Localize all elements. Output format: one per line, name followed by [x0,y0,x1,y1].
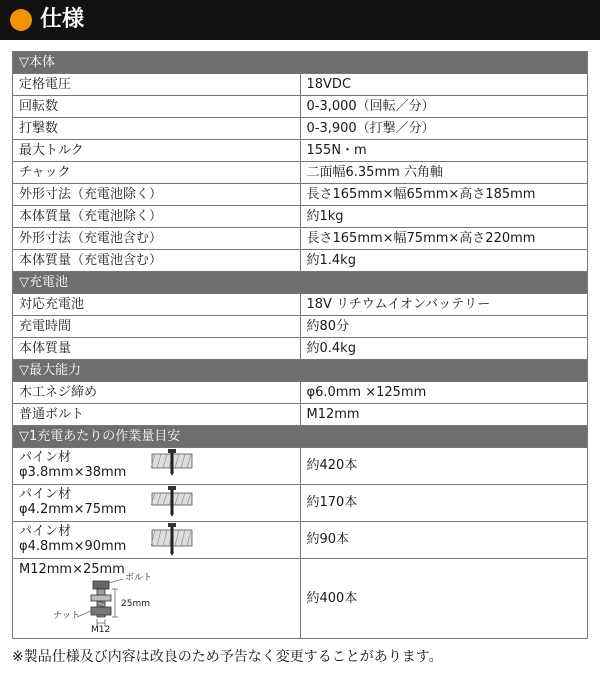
row-value: 約420本 [300,448,588,485]
row-label: 定格電圧 [13,74,301,96]
row-value: M12mm [300,404,588,426]
table-row [13,404,588,426]
row-label: 充電時間 [13,316,301,338]
table-row [13,316,588,338]
table-row [13,522,588,559]
nut-text: ナット [53,611,80,621]
row-value: 約170本 [300,485,588,522]
row-label [13,522,301,559]
table-row [13,228,588,250]
label-line-1: パイン材 [19,524,72,539]
row-value: 18V リチウムイオンバッテリー [300,294,588,316]
length-text: 25mm [121,599,150,609]
screw-wood-icon [151,448,193,484]
table-row [13,250,588,272]
table-row [13,206,588,228]
section-heading: ▽最大能力 [13,360,588,382]
bolt-text: ボルト [125,573,153,583]
section-heading: ▽充電池 [13,272,588,294]
row-label [13,485,301,522]
row-value: 155N・m [300,140,588,162]
row-label: 最大トルク [13,140,301,162]
row-label: チャック [13,162,301,184]
row-value: φ6.0mm ×125mm [300,382,588,404]
table-row [13,485,588,522]
row-label: 普通ボルト [13,404,301,426]
row-label [13,559,301,639]
section-header-workload [13,426,588,448]
row-label: 本体質量（充電池含む） [13,250,301,272]
bullet-dot-icon [10,9,32,31]
table-row [13,74,588,96]
screw-wood-icon [151,485,193,521]
footnote: ※製品仕様及び内容は改良のため予告なく変更することがあります。 [12,649,443,665]
section-heading: ▽本体 [13,52,588,74]
screw-wood-icon [151,522,193,558]
row-value: 約1.4kg [300,250,588,272]
row-label: 外形寸法（充電池含む） [13,228,301,250]
table-row [13,338,588,360]
row-label: 打撃数 [13,118,301,140]
table-row [13,382,588,404]
row-value: 約90本 [300,522,588,559]
label-line-2: φ3.8mm×38mm [19,465,127,480]
section-heading: ▽1充電あたりの作業量目安 [13,426,588,448]
table-row [13,96,588,118]
label-line-2: φ4.2mm×75mm [19,502,127,517]
row-value: 長さ165mm×幅65mm×高さ185mm [300,184,588,206]
section-header-body [13,52,588,74]
table-row [13,559,588,639]
section-header-capacity [13,360,588,382]
page-title: 仕様 [40,7,85,32]
row-value: 18VDC [300,74,588,96]
row-value: 二面幅6.35mm 六角軸 [300,162,588,184]
row-value: 約80分 [300,316,588,338]
table-row [13,162,588,184]
label-line-2: φ4.8mm×90mm [19,539,127,554]
table-row [13,184,588,206]
spec-table [12,51,588,639]
row-value: 約0.4kg [300,338,588,360]
row-value: 長さ165mm×幅75mm×高さ220mm [300,228,588,250]
bolt-size-label: M12mm×25mm [19,562,125,577]
row-value: 0-3,900（打撃／分） [300,118,588,140]
row-label [13,448,301,485]
section-header-battery [13,272,588,294]
title-bar [0,0,600,40]
size-text: M12 [91,625,111,635]
label-line-1: パイン材 [19,487,72,502]
row-label: 木工ネジ締め [13,382,301,404]
row-label: 本体質量 [13,338,301,360]
row-value: 約400本 [300,559,588,639]
row-label: 本体質量（充電池除く） [13,206,301,228]
row-value: 約1kg [300,206,588,228]
table-row [13,448,588,485]
table-row [13,140,588,162]
row-label: 外形寸法（充電池除く） [13,184,301,206]
row-label: 対応充電池 [13,294,301,316]
table-row [13,294,588,316]
row-label: 回転数 [13,96,301,118]
table-row [13,118,588,140]
row-value: 0-3,000（回転／分） [300,96,588,118]
label-line-1: パイン材 [19,450,72,465]
